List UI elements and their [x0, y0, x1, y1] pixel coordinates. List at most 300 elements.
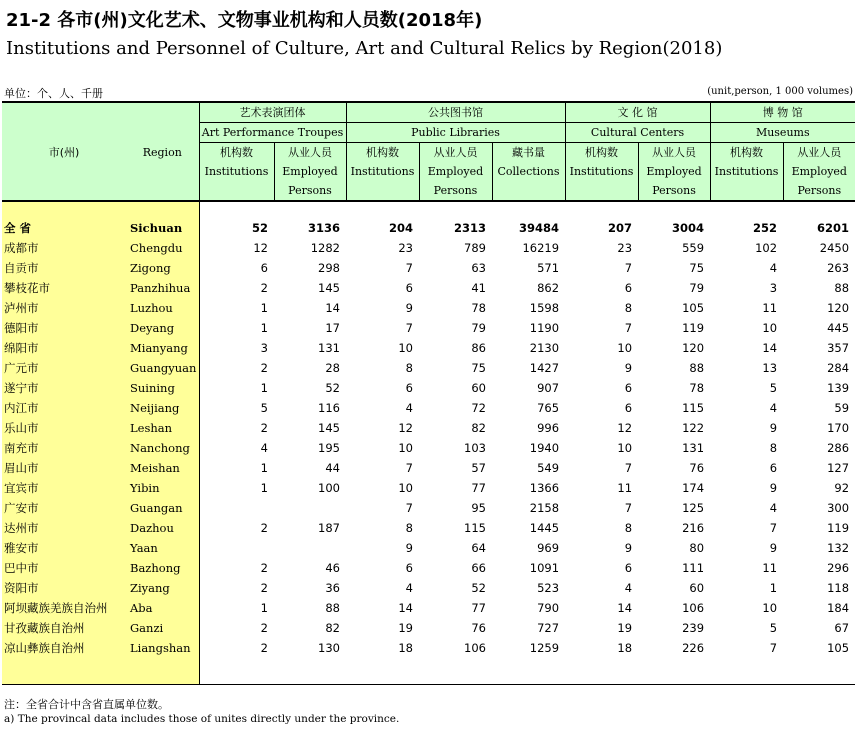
row-value: 170 — [827, 421, 850, 435]
row-value: 103 — [464, 441, 486, 455]
row-value: 130 — [318, 641, 340, 655]
row-value: 10 — [398, 441, 413, 455]
row-value: 139 — [827, 381, 850, 395]
row-region-en: Deyang — [126, 318, 199, 338]
table-row — [2, 598, 855, 618]
row-value: 907 — [537, 381, 560, 395]
col-header-en2 — [710, 181, 783, 201]
row-value: 7 — [769, 521, 778, 535]
table-row — [2, 478, 855, 498]
group-header-cultural-centers-en: Cultural Centers — [565, 123, 710, 143]
row-value: 6 — [405, 281, 413, 295]
row-region-en: Ganzi — [126, 618, 199, 638]
row-value: 1445 — [529, 521, 560, 535]
row-value: 5 — [260, 401, 268, 415]
row-value: 357 — [827, 341, 850, 355]
row-value: 6 — [624, 281, 633, 295]
row-value: 127 — [827, 461, 850, 475]
row-value: 44 — [325, 461, 340, 475]
row-value: 52 — [471, 581, 486, 595]
row-region-en: Aba — [126, 598, 199, 618]
row-value: 125 — [682, 501, 705, 515]
table-row — [2, 498, 855, 518]
row-region-en: Guangan — [126, 498, 199, 518]
row-name-cn: 眉山市 — [2, 458, 126, 478]
row-value: 106 — [464, 641, 486, 655]
table-row — [2, 578, 855, 598]
row-value: 1 — [260, 461, 268, 475]
row-value: 4 — [624, 581, 633, 595]
row-value: 1427 — [529, 361, 560, 375]
row-value: 57 — [471, 461, 486, 475]
row-value: 7 — [405, 461, 413, 475]
footnote-cn: 注：全省合计中含省直属单位数。 — [4, 698, 169, 711]
row-value: 8 — [624, 301, 633, 315]
row-value: 4 — [260, 441, 268, 455]
col-header-en: Employed — [419, 162, 492, 181]
row-value: 10 — [398, 481, 413, 495]
row-name-cn: 雅安市 — [2, 538, 126, 558]
row-value: 66 — [471, 561, 486, 575]
row-region-en: Bazhong — [126, 558, 199, 578]
row-value: 12 — [398, 421, 413, 435]
col-header-cn: 从业人员 — [783, 143, 855, 163]
row-region-en: Leshan — [126, 418, 199, 438]
row-name-cn: 德阳市 — [2, 318, 126, 338]
row-region-en: Dazhou — [126, 518, 199, 538]
row-value: 10 — [617, 341, 633, 355]
row-value: 4 — [405, 401, 413, 415]
row-value: 8 — [624, 521, 633, 535]
row-value: 9 — [769, 421, 778, 435]
row-value: 7 — [405, 501, 413, 515]
table-header — [2, 102, 855, 201]
row-value: 7 — [769, 641, 778, 655]
row-name-cn: 宜宾市 — [2, 478, 126, 498]
row-name-cn: 资阳市 — [2, 578, 126, 598]
row-value: 1 — [260, 321, 268, 335]
row-value: 14 — [398, 601, 413, 615]
row-value: 2 — [260, 361, 268, 375]
col-header-en: Employed — [783, 162, 855, 181]
row-value: 23 — [617, 241, 633, 255]
row-value: 63 — [471, 261, 486, 275]
row-value: 52 — [251, 221, 268, 235]
row-value: 36 — [325, 581, 340, 595]
table-row — [2, 638, 855, 658]
row-value: 105 — [682, 301, 705, 315]
row-name-cn: 全 省 — [2, 218, 126, 238]
row-value: 9 — [769, 481, 778, 495]
group-header-troupes-en: Art Performance Troupes — [199, 123, 346, 143]
table-row — [2, 258, 855, 278]
row-value: 263 — [827, 261, 850, 275]
col-header-en: Employed — [638, 162, 710, 181]
row-region-en: Mianyang — [126, 338, 199, 358]
row-value — [199, 498, 274, 518]
row-value: 59 — [834, 401, 850, 415]
row-region-en: Panzhihua — [126, 278, 199, 298]
row-value: 765 — [537, 401, 560, 415]
row-value: 120 — [827, 301, 850, 315]
row-value: 9 — [624, 541, 633, 555]
row-value: 284 — [827, 361, 850, 375]
row-value: 88 — [689, 361, 705, 375]
col-header-en: Institutions — [565, 162, 638, 181]
row-value: 119 — [682, 321, 705, 335]
row-name-cn: 凉山彝族自治州 — [2, 638, 126, 658]
row-region-en: Guangyuan — [126, 358, 199, 378]
group-header-museums-en: Museums — [710, 123, 855, 143]
row-value: 2158 — [529, 501, 560, 515]
row-value: 571 — [537, 261, 560, 275]
row-value: 1366 — [529, 481, 560, 495]
row-value: 75 — [689, 261, 705, 275]
row-value: 7 — [624, 461, 633, 475]
col-header-cn: 从业人员 — [419, 143, 492, 163]
table-row — [2, 438, 855, 458]
group-header-cultural-centers: 文 化 馆 — [565, 102, 710, 123]
row-region-en: Sichuan — [126, 218, 199, 238]
row-value: 102 — [755, 241, 778, 255]
table-row — [2, 398, 855, 418]
row-value: 82 — [325, 621, 340, 635]
row-value: 79 — [689, 281, 705, 295]
row-value: 187 — [318, 521, 340, 535]
row-value: 1091 — [529, 561, 560, 575]
table-row — [2, 318, 855, 338]
row-value: 2 — [260, 641, 268, 655]
table-row — [2, 558, 855, 578]
row-region-en: Zigong — [126, 258, 199, 278]
row-value: 6 — [624, 381, 633, 395]
col-header-cn: 机构数 — [565, 143, 638, 163]
row-value: 82 — [471, 421, 486, 435]
row-region-en: Meishan — [126, 458, 199, 478]
row-value: 122 — [682, 421, 705, 435]
row-value: 559 — [682, 241, 705, 255]
row-value: 14 — [325, 301, 340, 315]
row-value: 131 — [682, 441, 705, 455]
row-value: 4 — [405, 581, 413, 595]
row-value: 8 — [769, 441, 778, 455]
row-value: 19 — [617, 621, 633, 635]
row-value: 10 — [762, 321, 778, 335]
row-value: 8 — [405, 521, 413, 535]
row-value: 12 — [617, 421, 633, 435]
row-value: 111 — [682, 561, 705, 575]
row-value: 46 — [325, 561, 340, 575]
col-header-en: Employed — [274, 162, 346, 181]
row-name-cn: 遂宁市 — [2, 378, 126, 398]
row-value: 105 — [827, 641, 850, 655]
row-value: 8 — [405, 361, 413, 375]
row-value: 790 — [537, 601, 560, 615]
row-value: 7 — [624, 501, 633, 515]
row-value: 1940 — [529, 441, 560, 455]
row-value: 216 — [682, 521, 705, 535]
unit-label-en: (unit,person, 1 000 volumes) — [707, 86, 853, 97]
row-value: 2 — [260, 521, 268, 535]
row-value: 1 — [260, 601, 268, 615]
row-value: 5 — [769, 621, 778, 635]
table-row-total — [2, 218, 855, 238]
table-row — [2, 418, 855, 438]
row-value: 7 — [405, 261, 413, 275]
row-value: 60 — [689, 581, 705, 595]
col-header-cn: 从业人员 — [638, 143, 710, 163]
row-value: 118 — [827, 581, 850, 595]
row-region-en: Liangshan — [126, 638, 199, 658]
unit-label-cn: 单位：个、人、千册 — [4, 87, 103, 100]
row-value: 3 — [260, 341, 268, 355]
col-header-en: Institutions — [346, 162, 419, 181]
row-value: 79 — [471, 321, 486, 335]
col-header-cn: 从业人员 — [274, 143, 346, 163]
row-value: 11 — [762, 561, 778, 575]
row-value: 7 — [624, 261, 633, 275]
row-value: 1190 — [529, 321, 560, 335]
row-value: 6 — [405, 381, 413, 395]
row-name-cn: 巴中市 — [2, 558, 126, 578]
row-region-en: Suining — [126, 378, 199, 398]
row-value: 1 — [769, 581, 778, 595]
row-name-cn: 南充市 — [2, 438, 126, 458]
group-header-libraries: 公共图书馆 — [346, 102, 565, 123]
row-value: 239 — [682, 621, 705, 635]
group-header-troupes: 艺术表演团体 — [199, 102, 346, 123]
row-value — [274, 498, 346, 518]
row-value: 12 — [253, 241, 268, 255]
row-value: 28 — [325, 361, 340, 375]
col-header-cn: 藏书量 — [492, 143, 565, 163]
row-value: 5 — [769, 381, 778, 395]
col-header-en2: Persons — [419, 181, 492, 201]
row-value: 78 — [689, 381, 705, 395]
row-value: 2130 — [529, 341, 560, 355]
col-header-en2: Persons — [638, 181, 710, 201]
table-body — [2, 201, 855, 685]
row-region-en: Yibin — [126, 478, 199, 498]
col-header-en: Collections — [492, 162, 565, 181]
row-value: 789 — [464, 241, 486, 255]
footnote-en: a) The provincal data includes those of unites directly under the province. — [4, 713, 400, 725]
row-value — [274, 538, 346, 558]
row-value: 18 — [617, 641, 633, 655]
row-value: 3 — [769, 281, 778, 295]
col-header-en2 — [346, 181, 419, 201]
row-value: 67 — [834, 621, 850, 635]
row-value — [199, 538, 274, 558]
row-value: 145 — [318, 281, 340, 295]
row-region-en: Ziyang — [126, 578, 199, 598]
row-value: 2 — [260, 421, 268, 435]
row-value: 64 — [471, 541, 486, 555]
row-value: 75 — [471, 361, 486, 375]
row-value: 862 — [537, 281, 560, 295]
row-value: 77 — [471, 481, 486, 495]
row-value: 120 — [682, 341, 705, 355]
row-value: 100 — [318, 481, 340, 495]
row-value: 2 — [260, 561, 268, 575]
page-title-cn: 21-2 各市(州)文化艺术、文物事业机构和人员数(2018年) — [6, 10, 483, 31]
row-value: 549 — [537, 461, 560, 475]
row-name-cn: 泸州市 — [2, 298, 126, 318]
table-row — [2, 618, 855, 638]
row-value: 523 — [537, 581, 560, 595]
table-row — [2, 378, 855, 398]
page-title-en: Institutions and Personnel of Culture, Art and Cultural Relics by Region(2018) — [6, 38, 723, 59]
table-row — [2, 538, 855, 558]
row-value: 115 — [682, 401, 705, 415]
row-value: 6 — [624, 401, 633, 415]
row-value: 1282 — [310, 241, 340, 255]
col-header-en: Institutions — [199, 162, 274, 181]
table-row — [2, 338, 855, 358]
row-value: 727 — [537, 621, 560, 635]
row-value: 77 — [471, 601, 486, 615]
row-value: 286 — [827, 441, 850, 455]
row-value: 145 — [318, 421, 340, 435]
row-name-cn: 绵阳市 — [2, 338, 126, 358]
row-value: 2 — [260, 281, 268, 295]
row-value: 6 — [405, 561, 413, 575]
row-name-cn: 攀枝花市 — [2, 278, 126, 298]
row-value: 1598 — [529, 301, 560, 315]
row-value: 14 — [762, 341, 778, 355]
row-value: 52 — [325, 381, 340, 395]
table-row — [2, 518, 855, 538]
group-header-museums: 博 物 馆 — [710, 102, 855, 123]
row-value: 132 — [827, 541, 850, 555]
col-header-cn: 机构数 — [199, 143, 274, 163]
row-value: 174 — [682, 481, 705, 495]
row-value: 76 — [689, 461, 705, 475]
row-value: 80 — [689, 541, 705, 555]
row-value: 41 — [471, 281, 486, 295]
row-value: 115 — [464, 521, 486, 535]
row-value: 184 — [827, 601, 850, 615]
row-region-en: Luzhou — [126, 298, 199, 318]
row-value: 296 — [827, 561, 850, 575]
row-name-cn: 自贡市 — [2, 258, 126, 278]
row-name-cn: 乐山市 — [2, 418, 126, 438]
col-header-en2 — [199, 181, 274, 201]
row-value: 18 — [398, 641, 413, 655]
row-value: 2450 — [819, 241, 850, 255]
row-value: 969 — [537, 541, 560, 555]
row-region-en: Chengdu — [126, 238, 199, 258]
row-name-cn: 甘孜藏族自治州 — [2, 618, 126, 638]
row-value: 19 — [398, 621, 413, 635]
row-value: 72 — [471, 401, 486, 415]
row-value: 78 — [471, 301, 486, 315]
row-value: 9 — [405, 541, 413, 555]
row-value: 6 — [624, 561, 633, 575]
row-value: 11 — [617, 481, 633, 495]
table-row — [2, 278, 855, 298]
row-value: 204 — [388, 221, 413, 235]
row-value: 16219 — [522, 241, 560, 255]
row-value: 996 — [537, 421, 560, 435]
header-region-en: Region — [126, 143, 199, 163]
row-name-cn: 内江市 — [2, 398, 126, 418]
col-header-en: Institutions — [710, 162, 783, 181]
row-value: 3136 — [307, 221, 340, 235]
row-value: 1259 — [529, 641, 560, 655]
row-value: 4 — [769, 501, 778, 515]
row-value: 6 — [260, 261, 268, 275]
row-value: 119 — [827, 521, 850, 535]
table-row — [2, 358, 855, 378]
table-row — [2, 238, 855, 258]
row-value: 88 — [834, 281, 850, 295]
row-value: 207 — [608, 221, 633, 235]
col-header-en2 — [492, 181, 565, 201]
row-value: 95 — [471, 501, 486, 515]
row-region-en: Yaan — [126, 538, 199, 558]
row-value: 92 — [834, 481, 850, 495]
row-region-en: Nanchong — [126, 438, 199, 458]
row-value: 10 — [617, 441, 633, 455]
header-city-cn: 市(州) — [2, 143, 126, 163]
col-header-en2: Persons — [274, 181, 346, 201]
row-value: 195 — [318, 441, 340, 455]
row-value: 3004 — [672, 221, 705, 235]
col-header-en2: Persons — [783, 181, 855, 201]
statistics-table — [2, 101, 855, 685]
group-header-libraries-en: Public Libraries — [346, 123, 565, 143]
row-value: 298 — [318, 261, 340, 275]
row-value: 17 — [325, 321, 340, 335]
row-value: 14 — [617, 601, 633, 615]
row-value: 7 — [405, 321, 413, 335]
row-name-cn: 广元市 — [2, 358, 126, 378]
row-name-cn: 阿坝藏族羌族自治州 — [2, 598, 126, 618]
row-value: 10 — [398, 341, 413, 355]
row-name-cn: 达州市 — [2, 518, 126, 538]
row-value: 9 — [624, 361, 633, 375]
row-value: 445 — [827, 321, 850, 335]
row-value: 11 — [762, 301, 778, 315]
row-value: 1 — [260, 301, 268, 315]
row-value: 60 — [471, 381, 486, 395]
row-value: 88 — [325, 601, 340, 615]
row-value: 116 — [318, 401, 340, 415]
col-header-en2 — [565, 181, 638, 201]
col-header-cn: 机构数 — [710, 143, 783, 163]
row-value: 7 — [624, 321, 633, 335]
row-value: 76 — [471, 621, 486, 635]
row-value: 300 — [827, 501, 850, 515]
row-value: 23 — [398, 241, 413, 255]
row-region-en: Neijiang — [126, 398, 199, 418]
row-value: 10 — [762, 601, 778, 615]
row-value: 9 — [405, 301, 413, 315]
row-value: 4 — [769, 401, 778, 415]
col-header-cn: 机构数 — [346, 143, 419, 163]
table-row — [2, 458, 855, 478]
row-value: 6 — [769, 461, 778, 475]
row-value: 2 — [260, 621, 268, 635]
table-row — [2, 298, 855, 318]
row-value: 9 — [769, 541, 778, 555]
row-value: 2313 — [453, 221, 486, 235]
row-value: 131 — [318, 341, 340, 355]
row-name-cn: 广安市 — [2, 498, 126, 518]
row-value: 1 — [260, 481, 268, 495]
row-value: 226 — [682, 641, 705, 655]
